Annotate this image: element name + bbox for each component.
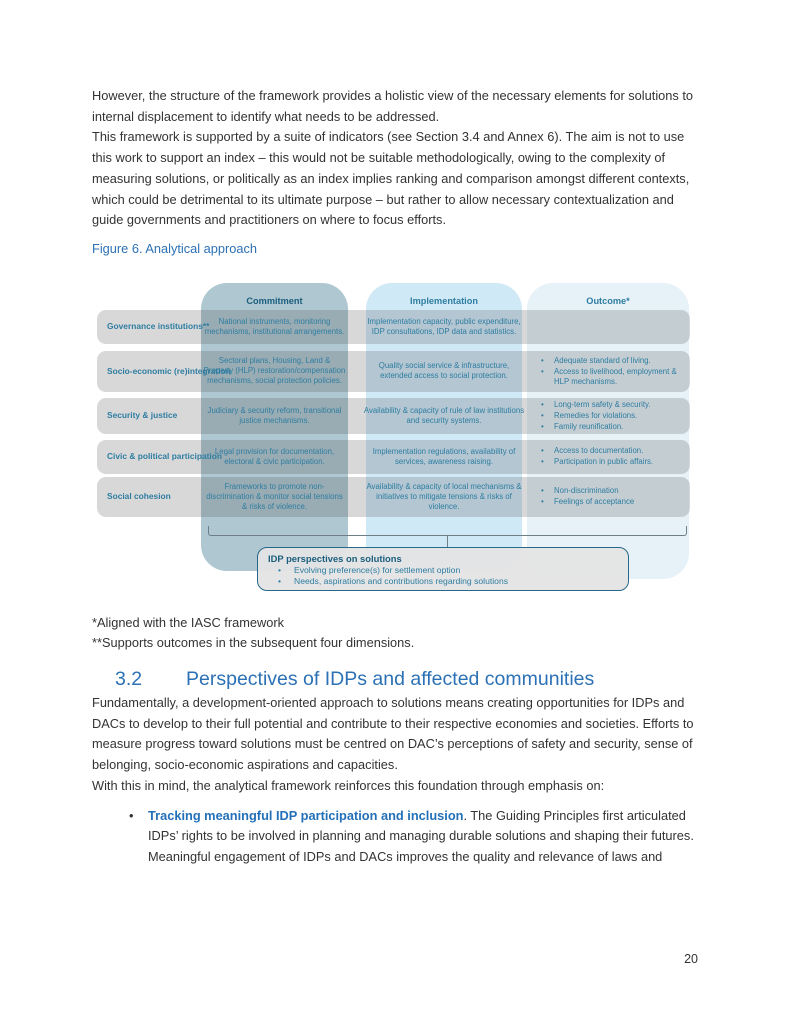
outcome-cell xyxy=(537,351,685,392)
outcome-bullet: • Access to livelihood, employment & HLP mechanisms. xyxy=(537,367,685,387)
page-content xyxy=(92,0,702,868)
commitment-cell: Sectoral plans, Housing, Land & Property (HLP) restoration/compensation mechanisms, social protection policies. xyxy=(203,356,346,386)
outcome-cell xyxy=(537,440,685,474)
brace-connector-tick xyxy=(447,535,448,547)
row-label: Social cohesion xyxy=(107,491,171,502)
commitment-cell: Frameworks to promote non-discrimination & monitor social tensions & risks of violence. xyxy=(206,481,343,511)
outcome-bullet: • Remedies for violations. xyxy=(537,411,685,421)
idp-perspectives-callout xyxy=(257,547,629,591)
outcome-bullet: • Long-term safety & security. xyxy=(537,400,685,410)
outcome-bullet: • Participation in public affairs. xyxy=(537,457,685,467)
callout-title: IDP perspectives on solutions xyxy=(268,552,402,564)
commitment-column-header: Commitment xyxy=(246,295,303,306)
paragraph-framework-indicators: This framework is supported by a suite of indicators (see Section 3.4 and Annex 6). The aim is not to use this work to support an index – this would not be suitable methodologically, owing to the complexity of measuring solutions, or politically as an index implies ranking and comparison amongst different contexts, which could be detrimental to its ultimate purpose – but rather to allow necessary contextualization and guide governments and practitioners on where to focus efforts. xyxy=(92,129,690,228)
paragraph-with-this-in-mind: With this in mind, the analytical framework reinforces this foundation through emphasis on: xyxy=(92,777,605,793)
section-number: 3.2 xyxy=(115,668,143,691)
outcome-bullet: • Adequate standard of living. xyxy=(537,356,685,366)
figure-row-social-cohesion xyxy=(97,477,690,517)
outcome-column-header: Outcome* xyxy=(586,295,630,306)
callout-bullet: • Needs, aspirations and contributions regarding solutions xyxy=(268,576,618,587)
commitment-cell: Judiciary & security reform, transitional justice mechanisms. xyxy=(207,405,342,425)
outcome-bullet: • Access to documentation. xyxy=(537,446,685,456)
figure-caption: Figure 6. Analytical approach xyxy=(92,240,258,256)
row-label: Security & justice xyxy=(107,410,178,421)
section-title: Perspectives of IDPs and affected communities xyxy=(186,668,595,691)
outcome-cell xyxy=(537,477,685,517)
paragraph-however: However, the structure of the framework provides a holistic view of the necessary elements for solutions to internal displacement to identify what needs to be addressed. xyxy=(92,88,694,124)
implementation-cell: Implementation capacity, public expenditure, IDP consultations, IDP data and statistics. xyxy=(367,316,521,336)
implementation-cell: Availability & capacity of local mechanisms & initiatives to mitigate tensions & risks of violence. xyxy=(366,481,522,511)
footnote-iasc: *Aligned with the IASC framework xyxy=(92,614,285,630)
implementation-column-header: Implementation xyxy=(410,295,478,306)
outcome-bullet: • Feelings of acceptance xyxy=(537,497,685,507)
page-number: 20 xyxy=(684,952,698,966)
outcome-bullet: • Family reunification. xyxy=(537,422,685,432)
row-label: Governance institutions** xyxy=(107,321,210,332)
list-item-tracking-participation xyxy=(92,806,702,868)
figure-row-civic-political xyxy=(97,440,690,474)
commitment-cell: Legal provision for documentation, electoral & civic participation. xyxy=(214,446,335,466)
bullet-rest-text: . The Guiding Principles first articulated IDPs’ rights to be involved in planning and managing durable solutions and shaping their futures. Meaningful engagement of IDPs and DACs improves the quality and relevance of laws and xyxy=(148,807,694,864)
figure-footnotes xyxy=(92,613,702,654)
outcome-cell xyxy=(537,398,685,434)
paragraph-fundamentally: Fundamentally, a development-oriented approach to solutions means creating opportunities for IDPs and DACs to develop to their full potential and contribute to their respective economies and societies. Efforts to measure progress toward solutions must be centred on DAC’s perceptions of safety and security, sense of belonging, socio-economic aspirations and capacities. xyxy=(92,695,694,773)
implementation-cell: Implementation regulations, availability of services, awareness raising. xyxy=(372,446,516,466)
footnote-dimensions: **Supports outcomes in the subsequent four dimensions. xyxy=(92,635,415,651)
figure-row-security-justice xyxy=(97,398,690,434)
section-heading xyxy=(92,665,702,693)
figure-analytical-approach xyxy=(97,277,690,607)
implementation-cell: Availability & capacity of rule of law institutions and security systems. xyxy=(363,405,525,425)
row-label: Civic & political participation xyxy=(107,451,222,462)
figure-row-socio-economic xyxy=(97,351,690,392)
bullet-marker: • xyxy=(129,807,134,823)
figure-row-governance xyxy=(97,310,690,344)
outcome-cell xyxy=(537,310,685,344)
commitment-cell: National instruments, monitoring mechanisms, institutional arrangements. xyxy=(204,316,345,336)
outcome-bullet: • Non-discrimination xyxy=(537,486,685,496)
implementation-cell: Quality social service & infrastructure, extended access to social protection. xyxy=(378,361,510,381)
bullet-lead-text: Tracking meaningful IDP participation and inclusion xyxy=(148,807,464,823)
row-label: Socio-economic (re)integration xyxy=(107,365,231,376)
callout-bullet: • Evolving preference(s) for settlement option xyxy=(268,565,618,576)
